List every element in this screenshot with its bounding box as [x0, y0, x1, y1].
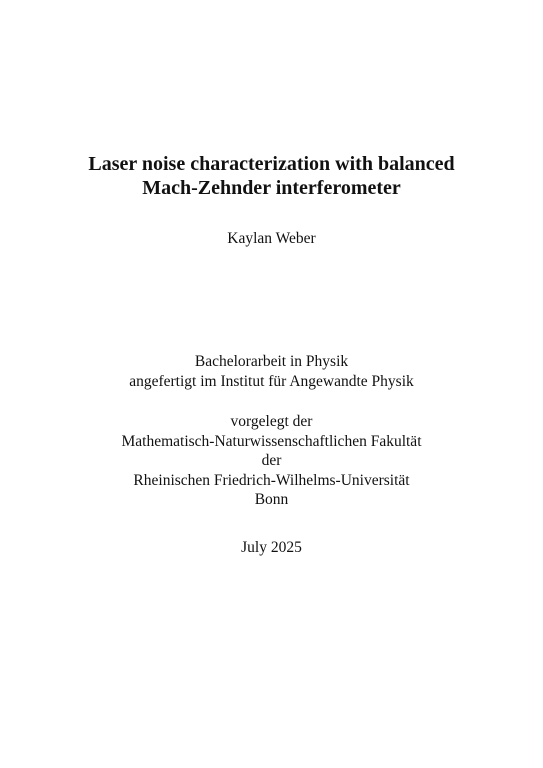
city-line: Bonn	[254, 491, 289, 508]
thesis-title-line-2: Mach-Zehnder interferometer	[142, 177, 401, 199]
thesis-title	[0, 152, 543, 200]
university-line: Rheinischen Friedrich-Wilhelms-Universität	[133, 471, 410, 489]
thesis-title-line-1: Laser noise characterization with balanced	[88, 153, 455, 175]
institute-line: angefertigt im Institut für Angewandte Physik	[129, 372, 414, 390]
faculty-line: Mathematisch-Naturwissenschaftlichen Fakultät	[121, 432, 422, 450]
presented-to-line: vorgelegt der	[230, 413, 313, 430]
thesis-type: Bachelorarbeit in Physik	[194, 353, 349, 370]
author-name: Kaylan Weber	[227, 230, 316, 247]
thesis-info-block	[0, 352, 543, 510]
of-line: der	[261, 452, 282, 469]
spacer	[0, 391, 543, 412]
submission-date: July 2025	[241, 539, 302, 556]
